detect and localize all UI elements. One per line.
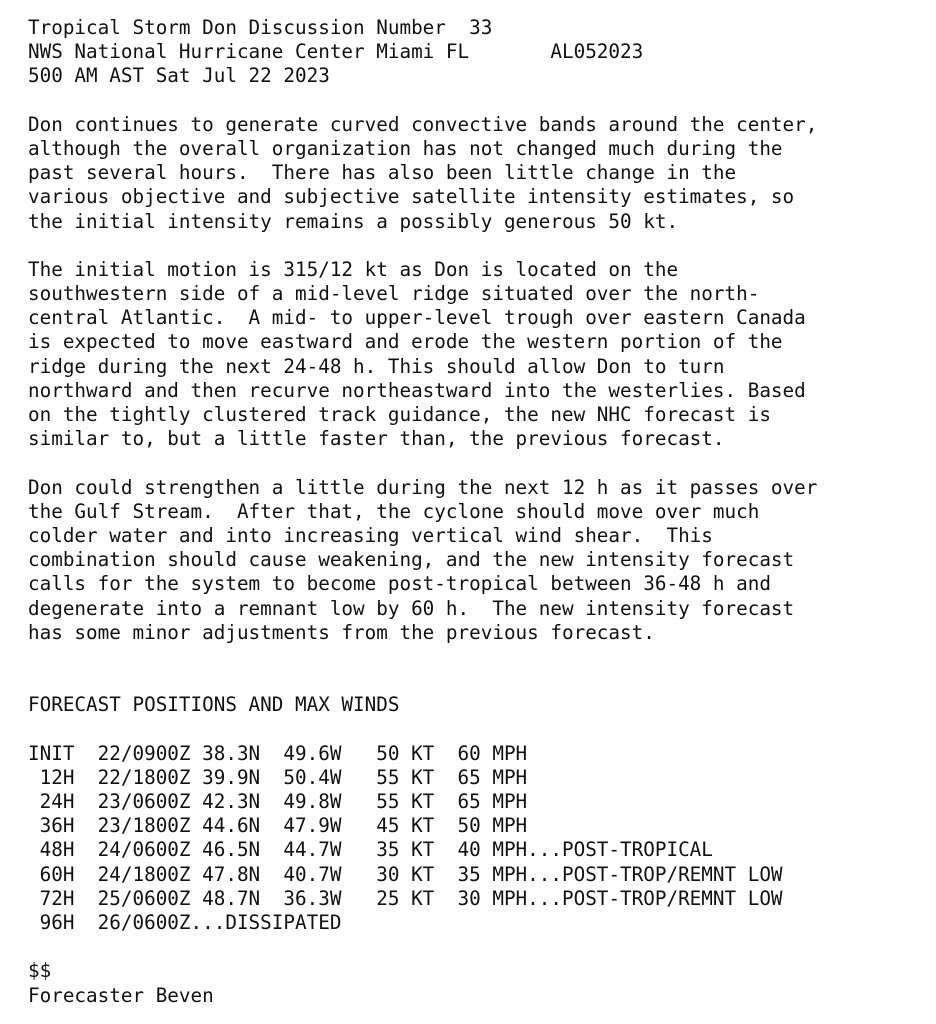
forecast-table [28,693,936,935]
paragraph-line: the initial intensity remains a possibly generous 50 kt. [28,209,679,233]
spacer [28,234,936,258]
header [28,16,936,89]
spacer [28,717,936,741]
paragraph-line: has some minor adjustments from the previous forecast. [28,620,655,644]
paragraph-line: colder water and into increasing vertical wind shear. This [28,523,713,547]
forecast-row-72h: 72H 25/0600Z 48.7N 36.3W 25 KT 30 MPH...POST-TROP/REMNT LOW [28,886,783,910]
paragraph-line: various objective and subjective satellite intensity estimates, so [28,185,795,209]
paragraph-line: although the overall organization has not changed much during the [28,136,783,160]
spacer [28,89,936,113]
spacer [28,935,936,959]
forecast-row-init: INIT 22/0900Z 38.3N 49.6W 50 KT 60 MPH [28,741,528,765]
forecaster-signature: Forecaster Beven [28,983,214,1007]
footer [28,959,936,1007]
paragraph-line: ridge during the next 24-48 h. This should allow Don to turn [28,354,725,378]
paragraph-forecast-reasoning [28,476,936,645]
paragraph-line: past several hours. There has also been little change in the [28,161,737,185]
paragraph-line: The initial motion is 315/12 kt as Don is located on the [28,257,679,281]
forecast-row-24h: 24H 23/0600Z 42.3N 49.8W 55 KT 65 MPH [28,790,528,814]
paragraph-line: calls for the system to become post-tropical between 36-48 h and [28,572,771,596]
forecast-row-36h: 36H 23/1800Z 44.6N 47.9W 45 KT 50 MPH [28,814,528,838]
forecast-row-60h: 60H 24/1800Z 47.8N 40.7W 30 KT 35 MPH...POST-TROP/REMNT LOW [28,862,783,886]
forecast-row-48h: 48H 24/0600Z 46.5N 44.7W 35 KT 40 MPH...POST-TROPICAL [28,838,713,862]
issuing-office: NWS National Hurricane Center Miami FL AL052023 [28,40,644,64]
paragraph-motion [28,258,936,452]
discussion-title: Tropical Storm Don Discussion Number 33 [28,16,493,39]
issue-time: 500 AM AST Sat Jul 22 2023 [28,64,330,88]
paragraph-line: Don could strengthen a little during the next 12 h as it passes over [28,475,818,499]
spacer [28,645,936,693]
paragraph-line: southwestern side of a mid-level ridge situated over the north- [28,282,760,306]
paragraph-intensity [28,113,936,234]
paragraph-line: northward and then recurve northeastward into the westerlies. Based [28,378,806,402]
spacer [28,451,936,475]
forecast-row-96h: 96H 26/0600Z...DISSIPATED [28,910,342,934]
paragraph-line: central Atlantic. A mid- to upper-level trough over eastern Canada [28,306,806,330]
end-marker: $$ [28,959,52,983]
forecast-heading: FORECAST POSITIONS AND MAX WINDS [28,693,400,717]
forecast-row-12h: 12H 22/1800Z 39.9N 50.4W 55 KT 65 MPH [28,765,528,789]
paragraph-line: combination should cause weakening, and the new intensity forecast [28,548,795,572]
paragraph-line: on the tightly clustered track guidance, the new NHC forecast is [28,403,771,426]
paragraph-line: similar to, but a little faster than, the previous forecast. [28,427,725,451]
paragraph-line: is expected to move eastward and erode the western portion of the [28,330,783,354]
paragraph-line: degenerate into a remnant low by 60 h. The new intensity forecast [28,596,795,620]
paragraph-line: Don continues to generate curved convective bands around the center, [28,112,818,136]
paragraph-line: the Gulf Stream. After that, the cyclone should move over much [28,499,760,523]
